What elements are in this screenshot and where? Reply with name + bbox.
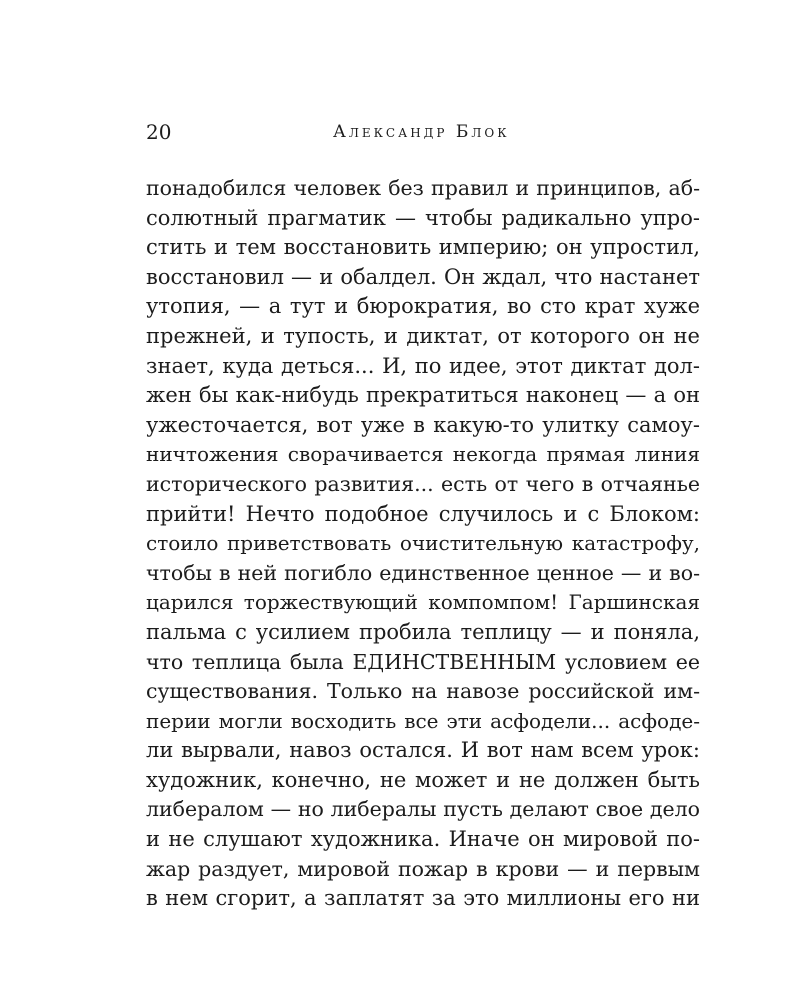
text-line: ничтожения сворачивается некогда прямая линия xyxy=(146,442,700,467)
text-line: существования. Только на навозе российской им- xyxy=(146,679,700,704)
text-line: ужесточается, вот уже в какую-то улитку самоу- xyxy=(146,412,700,437)
text-line: перии могли восходить все эти асфодели... асфоде- xyxy=(146,708,700,733)
text-line: стоило приветствовать очистительную катастрофу, xyxy=(146,531,700,556)
text-line: восстановил — и обалдел. Он ждал, что настанет xyxy=(146,264,700,289)
page-header xyxy=(146,118,700,146)
text-line: художник, конечно, не может и не должен быть xyxy=(146,767,700,792)
text-line: понадобился человек без правил и принципов, аб- xyxy=(146,176,700,200)
text-line: знает, куда деться... И, по идее, этот диктат дол- xyxy=(146,353,700,378)
text-line: что теплица была ЕДИНСТВЕННЫМ условием ее xyxy=(146,649,700,674)
text-line: исторического развития... есть от чего в отчаянье xyxy=(146,471,700,496)
text-line: стить и тем восстановить империю; он упростил, xyxy=(146,235,700,260)
text-line: прежней, и тупость, и диктат, от которого он не xyxy=(146,323,700,348)
text-line: либералом — но либералы пусть делают свое дело xyxy=(146,797,700,822)
text-line: ли вырвали, навоз остался. И вот нам всем урок: xyxy=(146,738,700,763)
text-line: солютный прагматик — чтобы радикально упро- xyxy=(146,205,700,230)
text-line: прийти! Нечто подобное случилось и с Блоком: xyxy=(146,501,700,526)
text-line: пальма с усилием пробила теплицу — и поняла, xyxy=(146,619,700,644)
text-line: утопия, — а тут и бюрократия, во сто крат хуже xyxy=(146,294,700,319)
body-text xyxy=(146,174,700,914)
text-line: царился торжествующий компомпом! Гаршинская xyxy=(146,590,700,615)
page-number: 20 xyxy=(146,120,172,144)
text-line: жен бы как-нибудь прекратиться наконец — а он xyxy=(146,383,700,408)
running-title: Александр Блок xyxy=(333,122,510,142)
text-line: в нем сгорит, а заплатят за это миллионы его ни xyxy=(146,886,700,911)
text-line: жар раздует, мировой пожар в крови — и первым xyxy=(146,856,700,881)
text-line: и не слушают художника. Иначе он мировой по- xyxy=(146,827,700,852)
text-line: чтобы в ней погибло единственное ценное — и во- xyxy=(146,560,700,585)
